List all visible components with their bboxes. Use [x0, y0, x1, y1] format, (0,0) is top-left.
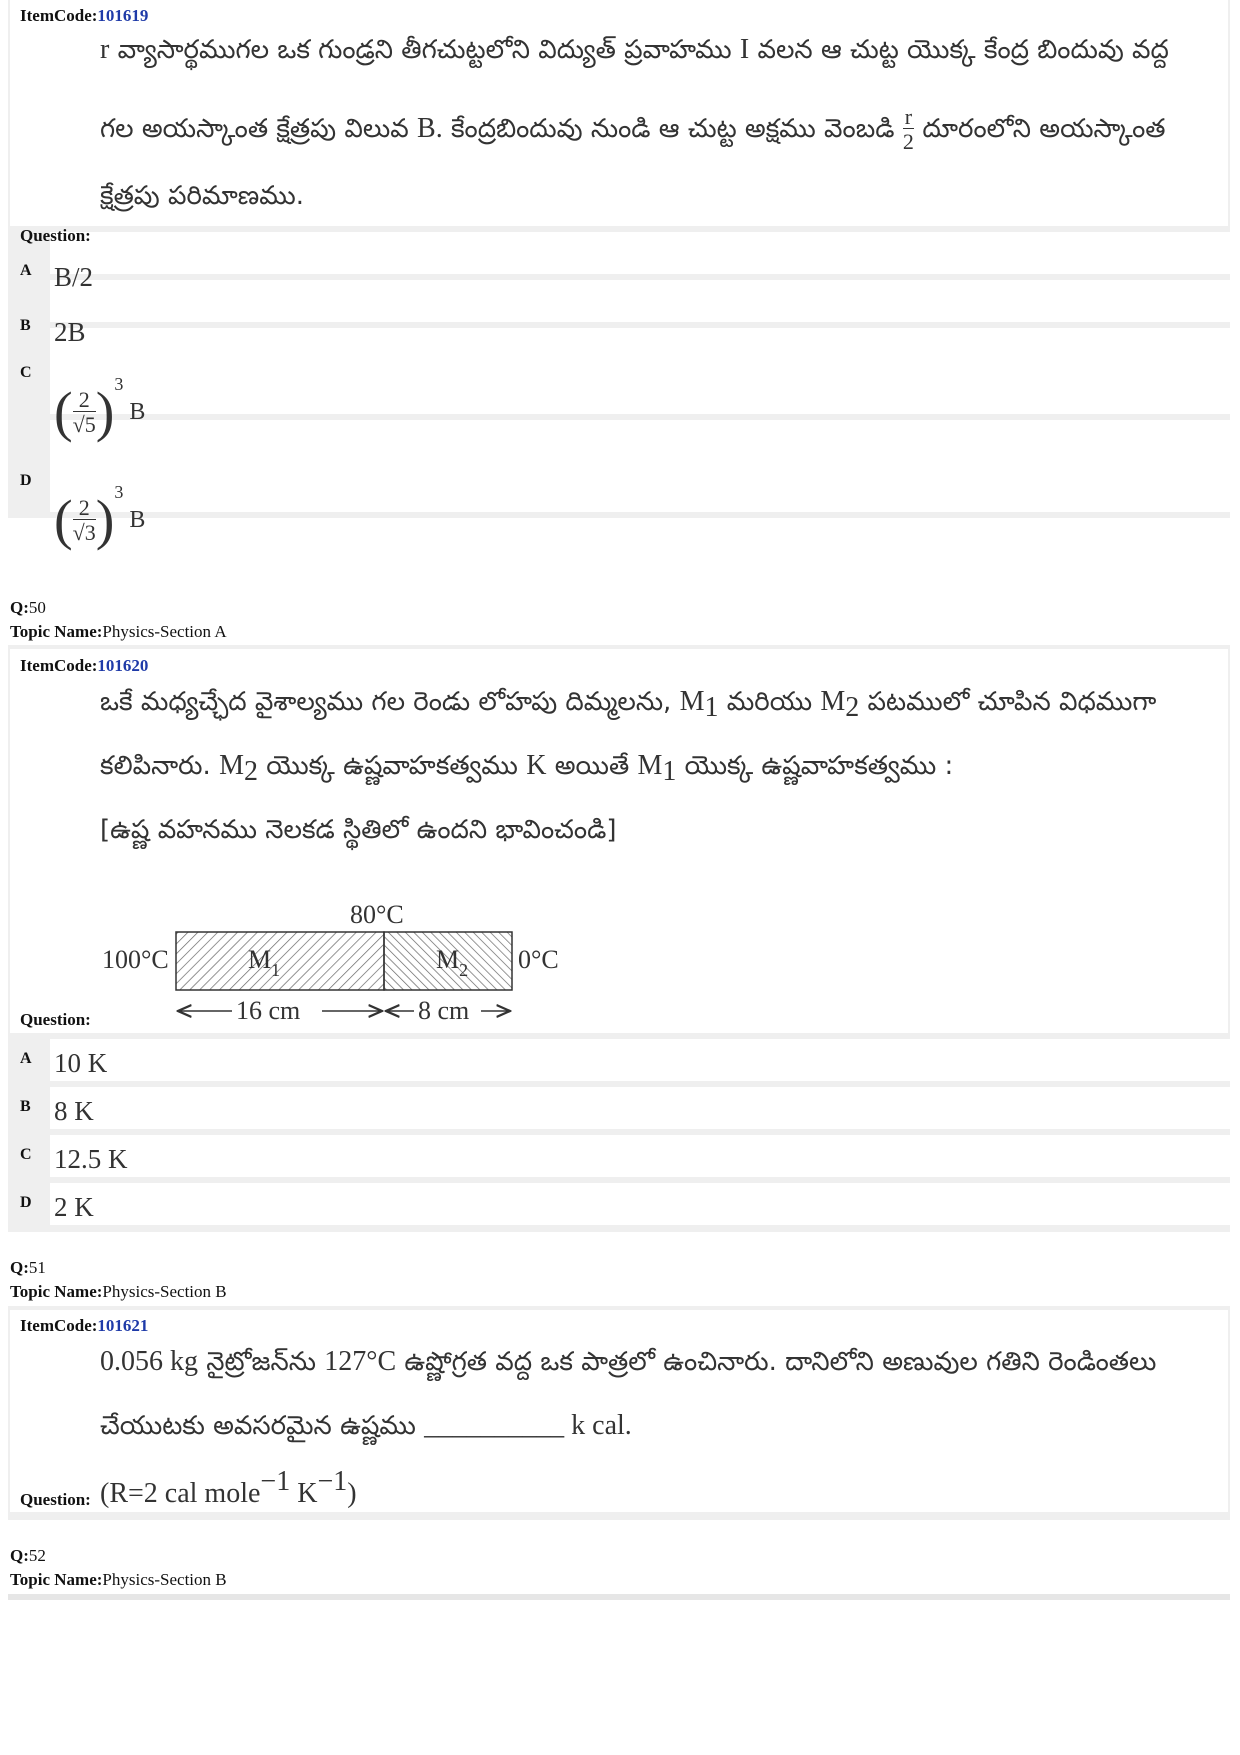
question-number: Q:52 — [10, 1546, 46, 1565]
question-block-49 — [8, 0, 1230, 518]
topic-name: Topic Name:Physics-Section A — [10, 622, 227, 641]
item-code-value: 101621 — [97, 1316, 149, 1335]
option-row-a[interactable] — [50, 232, 1234, 274]
question-number: Q:50 — [10, 598, 46, 617]
option-letter: B — [20, 1098, 31, 1115]
heat-conduction-diagram — [96, 895, 616, 1035]
option-value: 10 K — [54, 1048, 108, 1078]
question-label: Question: — [20, 1490, 91, 1509]
left-temp: 100°C — [102, 945, 169, 974]
length-m2: 8 cm — [418, 996, 470, 1025]
question-line: [ఉష్ణ వహనము నెలకడ స్థితిలో ఉందని భావించండి] — [100, 815, 617, 845]
mid-temp: 80°C — [350, 900, 404, 929]
option-value: 12.5 K — [54, 1144, 128, 1174]
topic-name: Topic Name:Physics-Section B — [10, 1282, 227, 1301]
option-row-d[interactable] — [50, 1183, 1234, 1225]
item-code-value: 101619 — [97, 6, 149, 25]
question-line: r వ్యాసార్థముగల ఒక గుండ్రని తీగచుట్టలోని విద్యుత్ ప్రవాహము I వలన ఆ చుట్ట యొక్క కేంద్ర బిందువు వద్ద — [100, 34, 1169, 65]
option-row-c[interactable] — [50, 1135, 1234, 1177]
option-row-a[interactable] — [50, 1039, 1234, 1081]
question-line: చేయుటకు అవసరమైన ఉష్ణము __________ k cal. — [100, 1410, 632, 1441]
question-line: గల అయస్కాంత క్షేత్రపు విలువ B. కేంద్రబిందువు నుండి ఆ చుట్ట అక్షము వెంబడి $\frac{r}{2}$ దూరంలోని అయస్కాంత — [100, 104, 1166, 154]
option-letter: A — [20, 262, 32, 279]
option-value: 8 K — [54, 1096, 94, 1126]
option-letter: A — [20, 1050, 32, 1067]
block-divider — [8, 1594, 1230, 1600]
option-letter: D — [20, 1194, 32, 1211]
question-line: 0.056 kg నైట్రోజన్‌ను 127°C ఉష్ణోగ్రత వద్ద ఒక పాత్రలో ఉంచినారు. దానిలోని అణువుల గతిని రెండింతలు — [100, 1346, 1157, 1377]
option-letter: B — [20, 317, 31, 334]
question-line: కలిపినారు. M2 యొక్క ఉష్ణవాహకత్వము K అయితే M1 యొక్క ఉష్ణవాహకత్వము : — [100, 750, 954, 787]
fraction: $\frac{r}{2}$ — [902, 104, 914, 154]
option-letter: C — [20, 1146, 32, 1163]
block1-label: $M_1$ — [248, 945, 281, 980]
option-row-b[interactable] — [50, 280, 1234, 322]
item-code: ItemCode:101619 — [20, 6, 149, 25]
option-value: 2B — [54, 317, 86, 347]
right-temp: 0°C — [518, 945, 559, 974]
question-line: క్షేత్రపు పరిమాణము. — [100, 181, 305, 211]
length-m1: 16 cm — [236, 996, 301, 1025]
option-row-c[interactable] — [50, 328, 1234, 414]
question-label: Question: — [20, 226, 91, 245]
item-code: ItemCode:101620 — [20, 656, 149, 675]
item-code-value: 101620 — [97, 656, 149, 675]
answer-blank[interactable]: __________ — [424, 1410, 565, 1441]
option-value: B/2 — [54, 262, 94, 292]
item-code: ItemCode:101621 — [20, 1316, 149, 1335]
option-value: 2 K — [54, 1192, 94, 1222]
question-label: Question: — [20, 1010, 91, 1029]
option-letter: C — [20, 364, 32, 381]
option-row-b[interactable] — [50, 1087, 1234, 1129]
question-line: ఒకే మధ్యచ్ఛేద వైశాల్యము గల రెండు లోహపు దిమ్మలను, M1 మరియు M2 పటములో చూపిన విధముగా — [100, 686, 1157, 723]
option-row-d[interactable] — [50, 420, 1234, 512]
block2-label: $M_2$ — [436, 945, 469, 980]
option-value: ( $\frac{2}{√3}$ )$^3$ B — [54, 482, 146, 552]
question-line: (R=2 cal mole−1 K−1) — [100, 1466, 357, 1509]
topic-name: Topic Name:Physics-Section B — [10, 1570, 227, 1589]
option-value: ( $\frac{2}{√5}$ )$^3$ B — [54, 374, 146, 444]
question-number: Q:51 — [10, 1258, 46, 1277]
option-letter: D — [20, 472, 32, 489]
